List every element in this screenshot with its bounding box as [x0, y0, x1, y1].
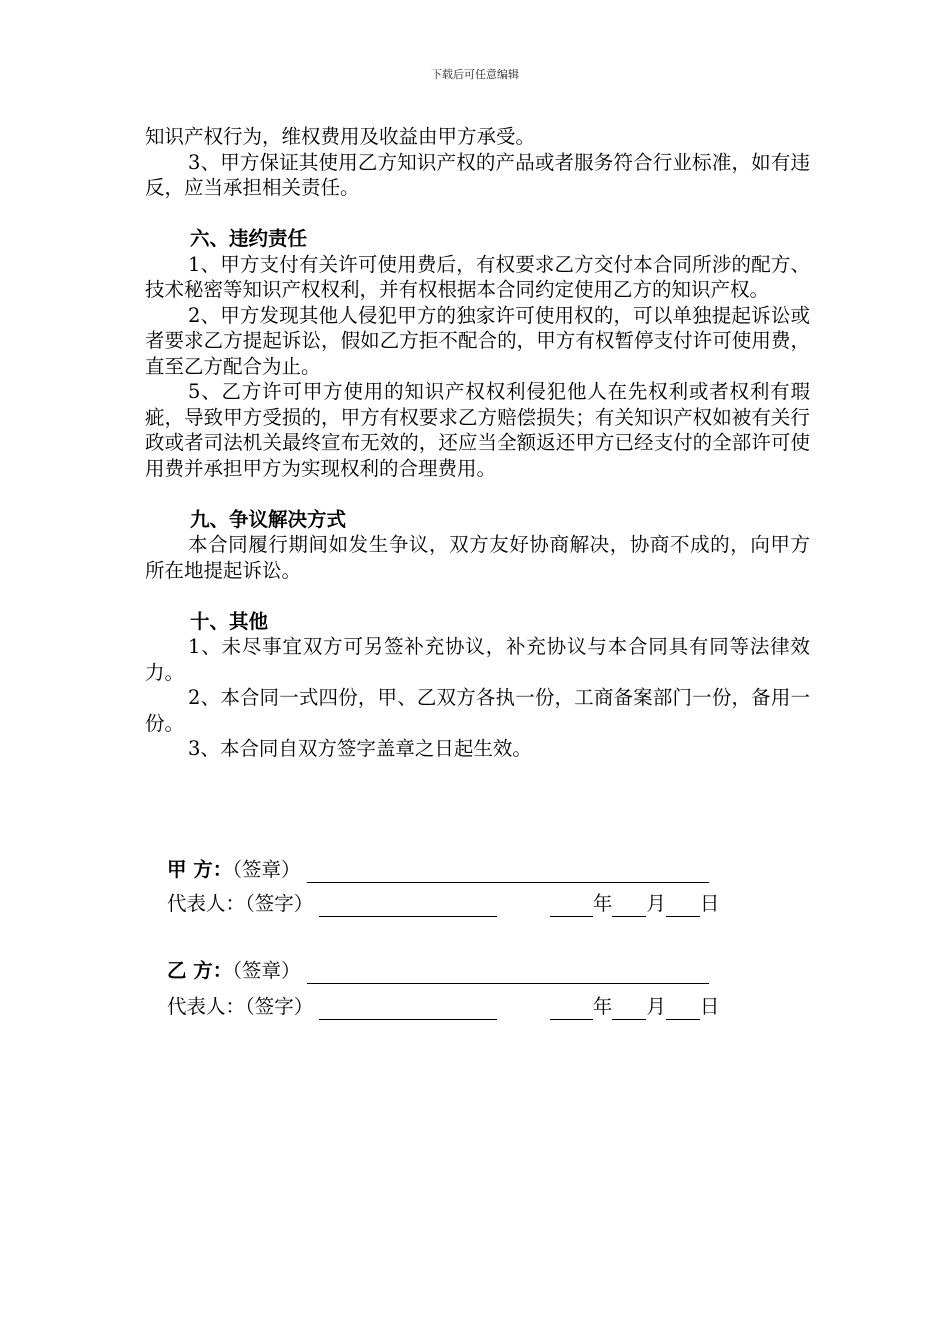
party-a-day-line[interactable]: [666, 896, 700, 917]
paragraph: 5、乙方许可甲方使用的知识产权权利侵犯他人在先权利或者权利有瑕疵，导致甲方受损的，甲方有权要求乙方赔偿损失；有关知识产权如被有关行政或者司法机关最终宣布无效的，还应当全额返还甲方已经支付的全部许可使用费并承担甲方为实现权利的合理费用。: [145, 380, 810, 480]
party-b-month-line[interactable]: [612, 999, 646, 1020]
month-label: 月: [646, 892, 666, 915]
party-b-seal-line[interactable]: [307, 963, 709, 984]
party-b-representative-row: [167, 994, 719, 1020]
party-a-signature-line[interactable]: [319, 896, 497, 917]
party-a-seal-line[interactable]: [307, 862, 709, 883]
representative-label: 代表人：: [167, 892, 246, 915]
contract-body: [145, 124, 810, 762]
party-b-signature-line[interactable]: [319, 999, 497, 1020]
page-header: 下载后可任意编辑: [431, 68, 519, 81]
party-a-year-line[interactable]: [550, 896, 593, 917]
party-b-year-line[interactable]: [550, 999, 593, 1020]
party-b-day-line[interactable]: [666, 999, 700, 1020]
seal-label: （签章）: [232, 959, 301, 982]
seal-label: （签章）: [232, 858, 301, 881]
paragraph: 2、甲方发现其他人侵犯甲方的独家许可使用权的，可以单独提起诉讼或者要求乙方提起诉讼，假如乙方拒不配合的，甲方有权暂停支付许可使用费，直至乙方配合为止。: [145, 303, 810, 378]
section-heading: 六、违约责任: [190, 227, 308, 250]
section-heading: 九、争议解决方式: [190, 507, 347, 531]
representative-label: 代表人：: [167, 995, 246, 1018]
party-b-seal-row: [167, 958, 709, 984]
paragraph: 1、未尽事宜双方可另签补充协议，补充协议与本合同具有同等法律效力。: [145, 635, 810, 684]
sign-label: （签字）: [245, 995, 314, 1018]
party-a-representative-row: [167, 891, 719, 917]
paragraph: 3、本合同自双方签字盖章之日起生效。: [188, 737, 532, 760]
paragraph: 1、甲方支付有关许可使用费后，有权要求乙方交付本合同所涉的配方、技术秘密等知识产权权利，并有权根据本合同约定使用乙方的知识产权。: [145, 252, 810, 301]
party-a-month-line[interactable]: [612, 896, 646, 917]
party-a-label: 甲 方：: [167, 858, 233, 881]
section-heading: 十、其他: [190, 609, 269, 633]
month-label: 月: [646, 995, 666, 1018]
party-b-label: 乙 方：: [167, 959, 233, 982]
paragraph: 3、甲方保证其使用乙方知识产权的产品或者服务符合行业标准，如有违反，应当承担相关责任。: [145, 150, 810, 199]
paragraph: 知识产权行为，维权费用及收益由甲方承受。: [145, 125, 536, 148]
year-label: 年: [592, 892, 613, 915]
day-label: 日: [699, 892, 720, 915]
sign-label: （签字）: [245, 892, 314, 915]
paragraph: 2、本合同一式四份，甲、乙双方各执一份，工商备案部门一份，备用一份。: [145, 686, 810, 735]
day-label: 日: [699, 995, 720, 1018]
paragraph: 本合同履行期间如发生争议，双方友好协商解决，协商不成的，向甲方所在地提起诉讼。: [145, 533, 810, 582]
party-a-seal-row: [167, 857, 709, 883]
year-label: 年: [592, 995, 613, 1018]
